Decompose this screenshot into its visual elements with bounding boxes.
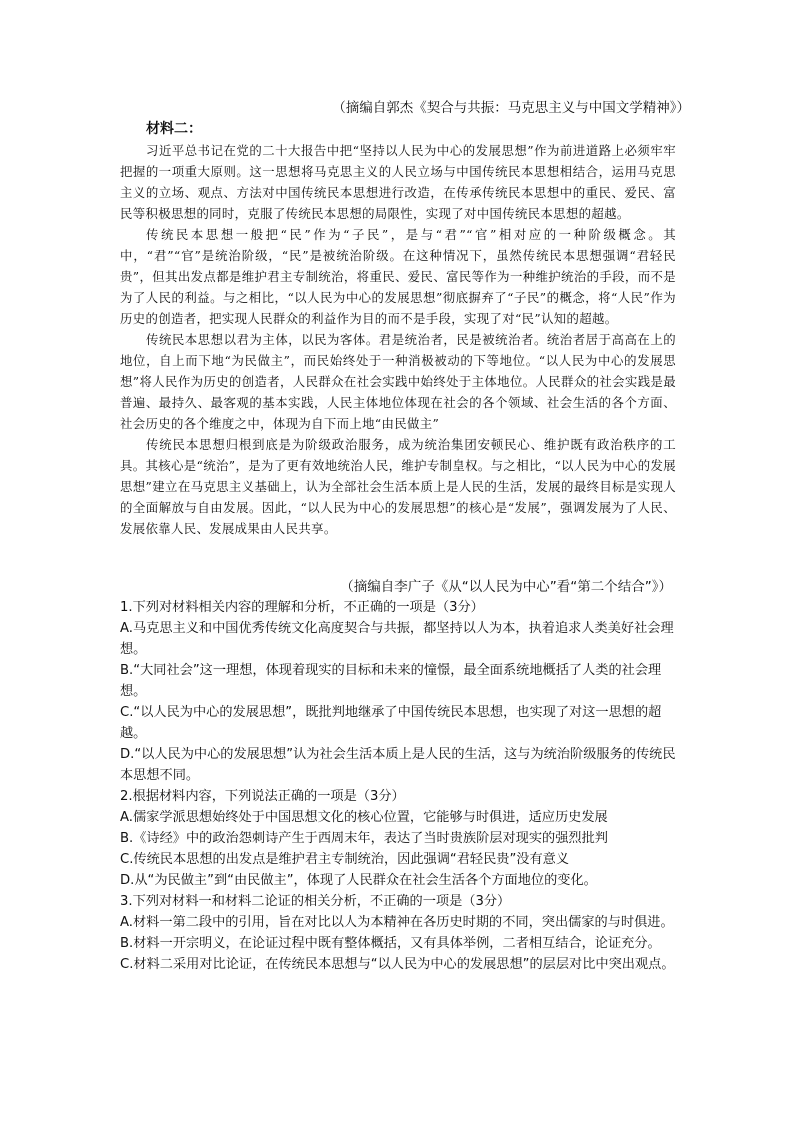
paragraph: 传统民本思想归根到底是为阶级政治服务，成为统治集团安顿民心、维护既有政治秩序的工具。其核心是“统治”，是为了更有效地统治人民，维护专制皇权。与之相比，“以人民为中心的发展思想”建立在马克思主义基础上，认为全部社会生活本质上是人民的生活，发展的最终目标是实现人的全面解放与自由发展。因此，“以人民为中心的发展思想”的核心是“发展”，强调发展为了人民、发展依靠人民、发展成果由人民共享。 xyxy=(120,437,676,536)
question-1-option-b: B.“大同社会”这一理想，体现着现实的目标和未来的憧憬，最全面系统地概括了人类的社会理想。 xyxy=(120,663,662,699)
question-1-option-d: D.“以人民为中心的发展思想”认为社会生活本质上是人民的生活，这与为统治阶级服务的传统民本思想不同。 xyxy=(120,747,676,783)
question-3-option-b: B.材料一开宗明义，在论证过程中既有整体概括，又有具体举例，二者相互结合，论证充分。 xyxy=(120,936,661,951)
material2-body xyxy=(120,140,676,539)
question-1-title: 1.下列对材料相关内容的理解和分析，不正确的一项是（3分） xyxy=(120,600,484,615)
question-2-title: 2.根据材料内容，下列说法正确的一项是（3分） xyxy=(120,789,405,804)
question-2-option-b: B.《诗经》中的政治怨刺诗产生于西周末年，表达了当时贵族阶层对现实的强烈批判 xyxy=(120,831,608,846)
material2-heading: 材料二： xyxy=(146,121,202,137)
question-3-option-c: C.材料二采用对比论证，在传统民本思想与“以人民为中心的发展思想”的层层对比中突出观点。 xyxy=(120,957,675,972)
paragraph: 传统民本思想一般把“民”作为“子民”，是与“君”“官”相对应的一种阶级概念。其中，“君”“官”是统治阶级，“民”是被统治阶级。在这种情况下，虽然传统民本思想强调“君轻民贵”，但其出发点都是维护君主专制统治，将重民、爱民、富民等作为一种维护统治的手段，而不是为了人民的利益。与之相比，“以人民为中心的发展思想”彻底摒弃了“子民”的概念，将“人民”作为历史的创造者，把实现人民群众的利益作为目的而不是手段，实现了对“民”认知的超越。 xyxy=(120,227,676,326)
question-2-option-a: A.儒家学派思想始终处于中国思想文化的核心位置，它能够与时俱进，适应历史发展 xyxy=(120,810,608,825)
paragraph: 习近平总书记在党的二十大报告中把“坚持以人民为中心的发展思想”作为前进道路上必须牢牢把握的一项重大原则。这一思想将马克思主义的人民立场与中国传统民本思想相结合，运用马克思主义的立场、观点、方法对中国传统民本思想进行改造，在传承传统民本思想中的重民、爱民、富民等积极思想的同时，克服了传统民本思想的局限性，实现了对中国传统民本思想的超越。 xyxy=(120,143,676,221)
paragraph: 传统民本思想以君为主体，以民为客体。君是统治者，民是被统治者。统治者居于高高在上的地位，自上而下地“为民做主”，而民始终处于一种消极被动的下等地位。“以人民为中心的发展思想”将人民作为历史的创造者，人民群众在社会实践中始终处于主体地位。人民群众的社会实践是最普遍、最持久、最客观的基本实践，人民主体地位体现在社会的各个领域、社会生活的各个方面、社会历史的各个维度之中，体现为自下而上地“由民做主” xyxy=(120,332,676,431)
question-1-option-c: C.“以人民为中心的发展思想”，既批判地继承了中国传统民本思想，也实现了对这一思想的超越。 xyxy=(120,705,662,741)
source-citation-2: （摘编自李广子《从“以人民为中心”看“第二个结合”》） xyxy=(340,579,672,595)
question-1-option-a: A.马克思主义和中国优秀传统文化高度契合与共振，都坚持以人为本，执着追求人类美好社会理想。 xyxy=(120,621,674,657)
question-2-option-c: C.传统民本思想的出发点是维护君主专制统治，因此强调“君轻民贵”没有意义 xyxy=(120,852,570,867)
question-2-option-d: D.从“为民做主”到“由民做主”，体现了人民群众在社会生活各个方面地位的变化。 xyxy=(120,873,597,888)
source-citation-1: （摘编自郭杰《契合与共振：马克思主义与中国文学精神》） xyxy=(332,100,690,116)
questions-section xyxy=(120,597,686,975)
question-3-title: 3.下列对材料一和材料二论证的相关分析，不正确的一项是（3分） xyxy=(120,894,511,909)
question-3-option-a: A.材料一第二段中的引用，旨在对比以人为本精神在各历史时期的不同，突出儒家的与时俱进。 xyxy=(120,915,674,930)
